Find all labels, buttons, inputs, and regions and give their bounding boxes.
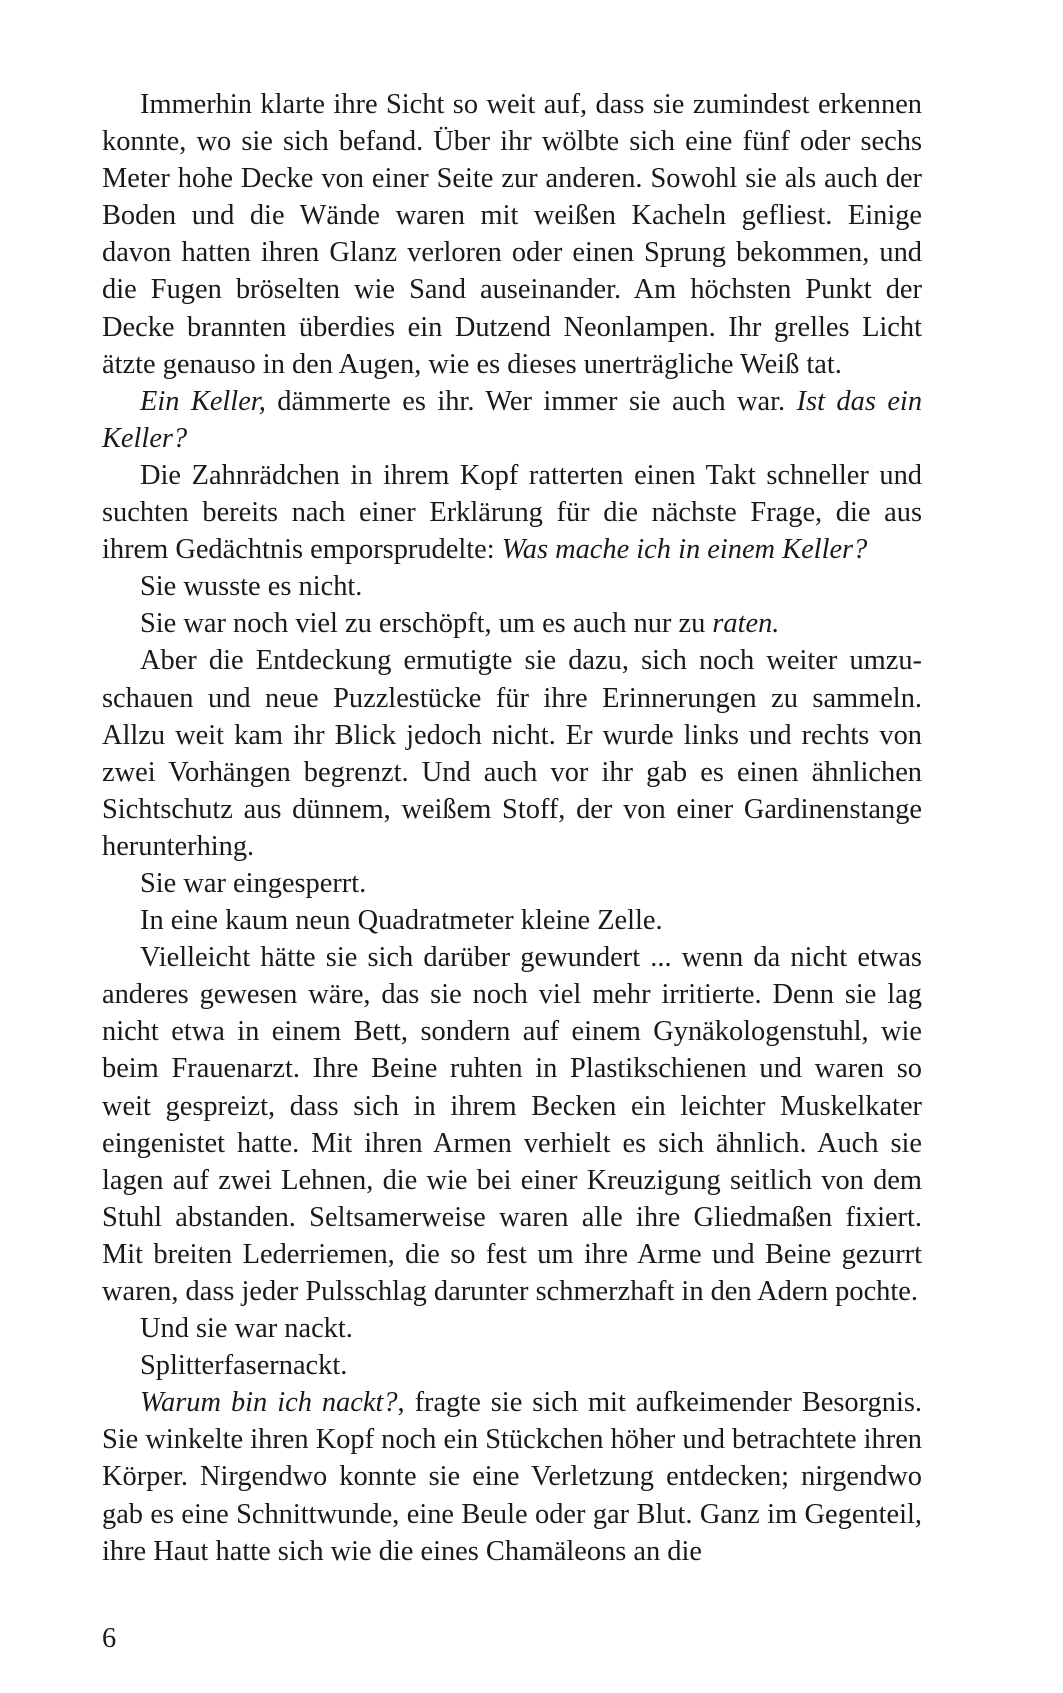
paragraph [102,457,922,568]
paragraph [102,605,922,642]
text-run: Splitterfasernackt. [140,1350,348,1382]
italic-text: Warum bin ich nackt? [140,1387,398,1419]
paragraph [102,1310,922,1347]
text-run: dämmerte es ihr. Wer immer sie auch war. [265,385,797,417]
italic-text: Ist das ein Keller? [102,385,923,454]
paragraph [102,1347,922,1384]
page-number: 6 [102,1623,117,1654]
text-run: Immerhin klarte ihre Sicht so weit auf, dass sie zumindest erkennen konnte, wo sie sich befand. Über ihr wölbte sich eine fünf oder sechs Meter hohe Decke von einer Seite zur anderen. Sowohl sie als auch der Boden und die Wände waren mit weißen Kacheln gefliest. Einige davon hatten ihren Glanz verloren oder einen Sprung bekommen, und die Fugen bröselten wie Sand auseinander. Am höchsten Punkt der Decke brannten überdies ein Dutzend Neonlampen. Ihr grelles Licht ätzte genauso in den Augen, wie es dieses unerträgliche Weiß tat. [102,89,922,380]
paragraph [102,642,922,865]
paragraph [102,939,922,1310]
text-run: Sie war eingesperrt. [140,867,367,899]
text-run: Vielleicht hätte sie sich darüber gewundert ... wenn da nicht etwas anderes gewesen wäre, das sie noch viel mehr irritierte. Denn sie lag nicht etwa in einem Bett, sondern auf einem Gynäkologenstuhl, wie beim Frauenarzt. Ihre Beine ruhten in Plastikschienen und waren so weit gespreizt, dass sich in ihrem Becken ein leichter Muskelkater eingenistet hatte. Mit ihren Armen verhielt es sich ähnlich. Auch sie lagen auf zwei Lehnen, die wie bei einer Kreuzigung seitlich von dem Stuhl abstanden. Seltsamerweise waren alle ihre Gliedmaßen fixiert. Mit breiten Lederriemen, die so fest um ihre Arme und Beine gezurrt waren, dass jeder Pulsschlag darunter schmerzhaft in den Adern pochte. [102,942,922,1307]
text-run: In eine kaum neun Quadratmeter kleine Zelle. [140,905,663,937]
paragraph [102,865,922,902]
text-run: Sie wusste es nicht. [140,571,363,603]
text-run: , fragte sie sich mit aufkeimender Besorgnis. Sie winkelte ihren Kopf noch ein Stückchen höher und betrachtete ihren Körper. Nirgendwo konnte sie eine Verletzung entdecken; nirgendwo gab es eine Schnittwunde, eine Beule oder gar Blut. Ganz im Gegenteil, ihre Haut hatte sich wie die eines Chamäleons an die [102,1387,922,1567]
text-run: Die Zahnrädchen in ihrem Kopf ratterten einen Takt schneller und suchten bereits nach einer Erklärung für die nächste Frage, die aus ihrem Gedächtnis emporsprudelte: [102,459,922,566]
paragraph [102,568,922,605]
text-run: Aber die Entdeckung ermutigte sie dazu, sich noch weiter umzuschauen und neue Puzzlestücke für ihre Erinnerungen zu sammeln. Allzu weit kam ihr Blick jedoch nicht. Er wurde links und rechts von zwei Vorhängen begrenzt. Und auch vor ihr gab es einen ähnlichen Sichtschutz aus dünnem, weißem Stoff, der von einer Gardinenstange herunterhing. [102,645,922,862]
italic-text: raten. [712,608,780,640]
body-text [102,86,922,1570]
paragraph [102,383,922,457]
italic-text: Was mache ich in einem Keller? [501,534,868,566]
italic-text: Ein Keller, [140,385,266,417]
paragraph [102,86,922,383]
paragraph [102,1384,922,1569]
text-run: Sie war noch viel zu erschöpft, um es auch nur zu [140,608,713,640]
paragraph [102,902,922,939]
text-run: Und sie war nackt. [140,1313,353,1345]
